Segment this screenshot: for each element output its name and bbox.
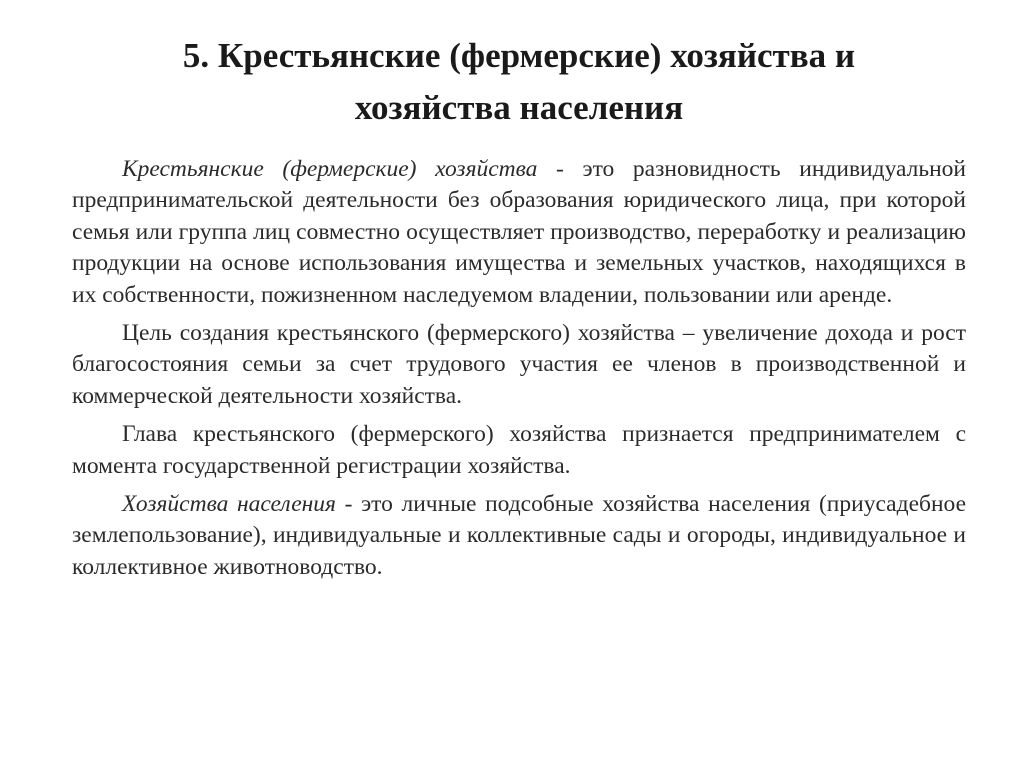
slide-title [72,30,966,134]
paragraph-farm-definition-text: - это разновидность индивидуальной предпринимательской деятельности без образования юридического лица, при которой семья или группа лиц совместно осуществляет производство, переработку и реализацию продукции на основе использования имущества и земельных участков, находящихся в их собственности, пожизненном наследуемом владении, пользовании или аренде. [72,156,967,308]
paragraph-farm-definition [72,154,966,311]
paragraph-households-definition [72,489,966,583]
paragraph-households-definition-text: - это личные подсобные хозяйства населения (приусадебное землепользование), индивидуальные и коллективные сады и огороды, индивидуальное и коллективное животноводство. [72,491,966,580]
paragraph-farm-goal: Цель создания крестьянского (фермерского) хозяйства – увеличение дохода и рост благосостояния семьи за счет трудового участия ее членов в производственной и коммерческой деятельности хозяйства. [72,320,966,409]
slide-title-line-1: 5. Крестьянские (фермерские) хозяйства и [182,36,856,75]
paragraph-farm-head: Глава крестьянского (фермерского) хозяйства признается предпринимателем с момента государственной регистрации хозяйства. [72,421,966,479]
term-farm: Крестьянские (фермерские) хозяйства [122,156,538,182]
slide-body [72,154,966,590]
term-households: Хозяйства населения [122,491,336,518]
slide-title-line-2: хозяйства населения [354,88,684,127]
